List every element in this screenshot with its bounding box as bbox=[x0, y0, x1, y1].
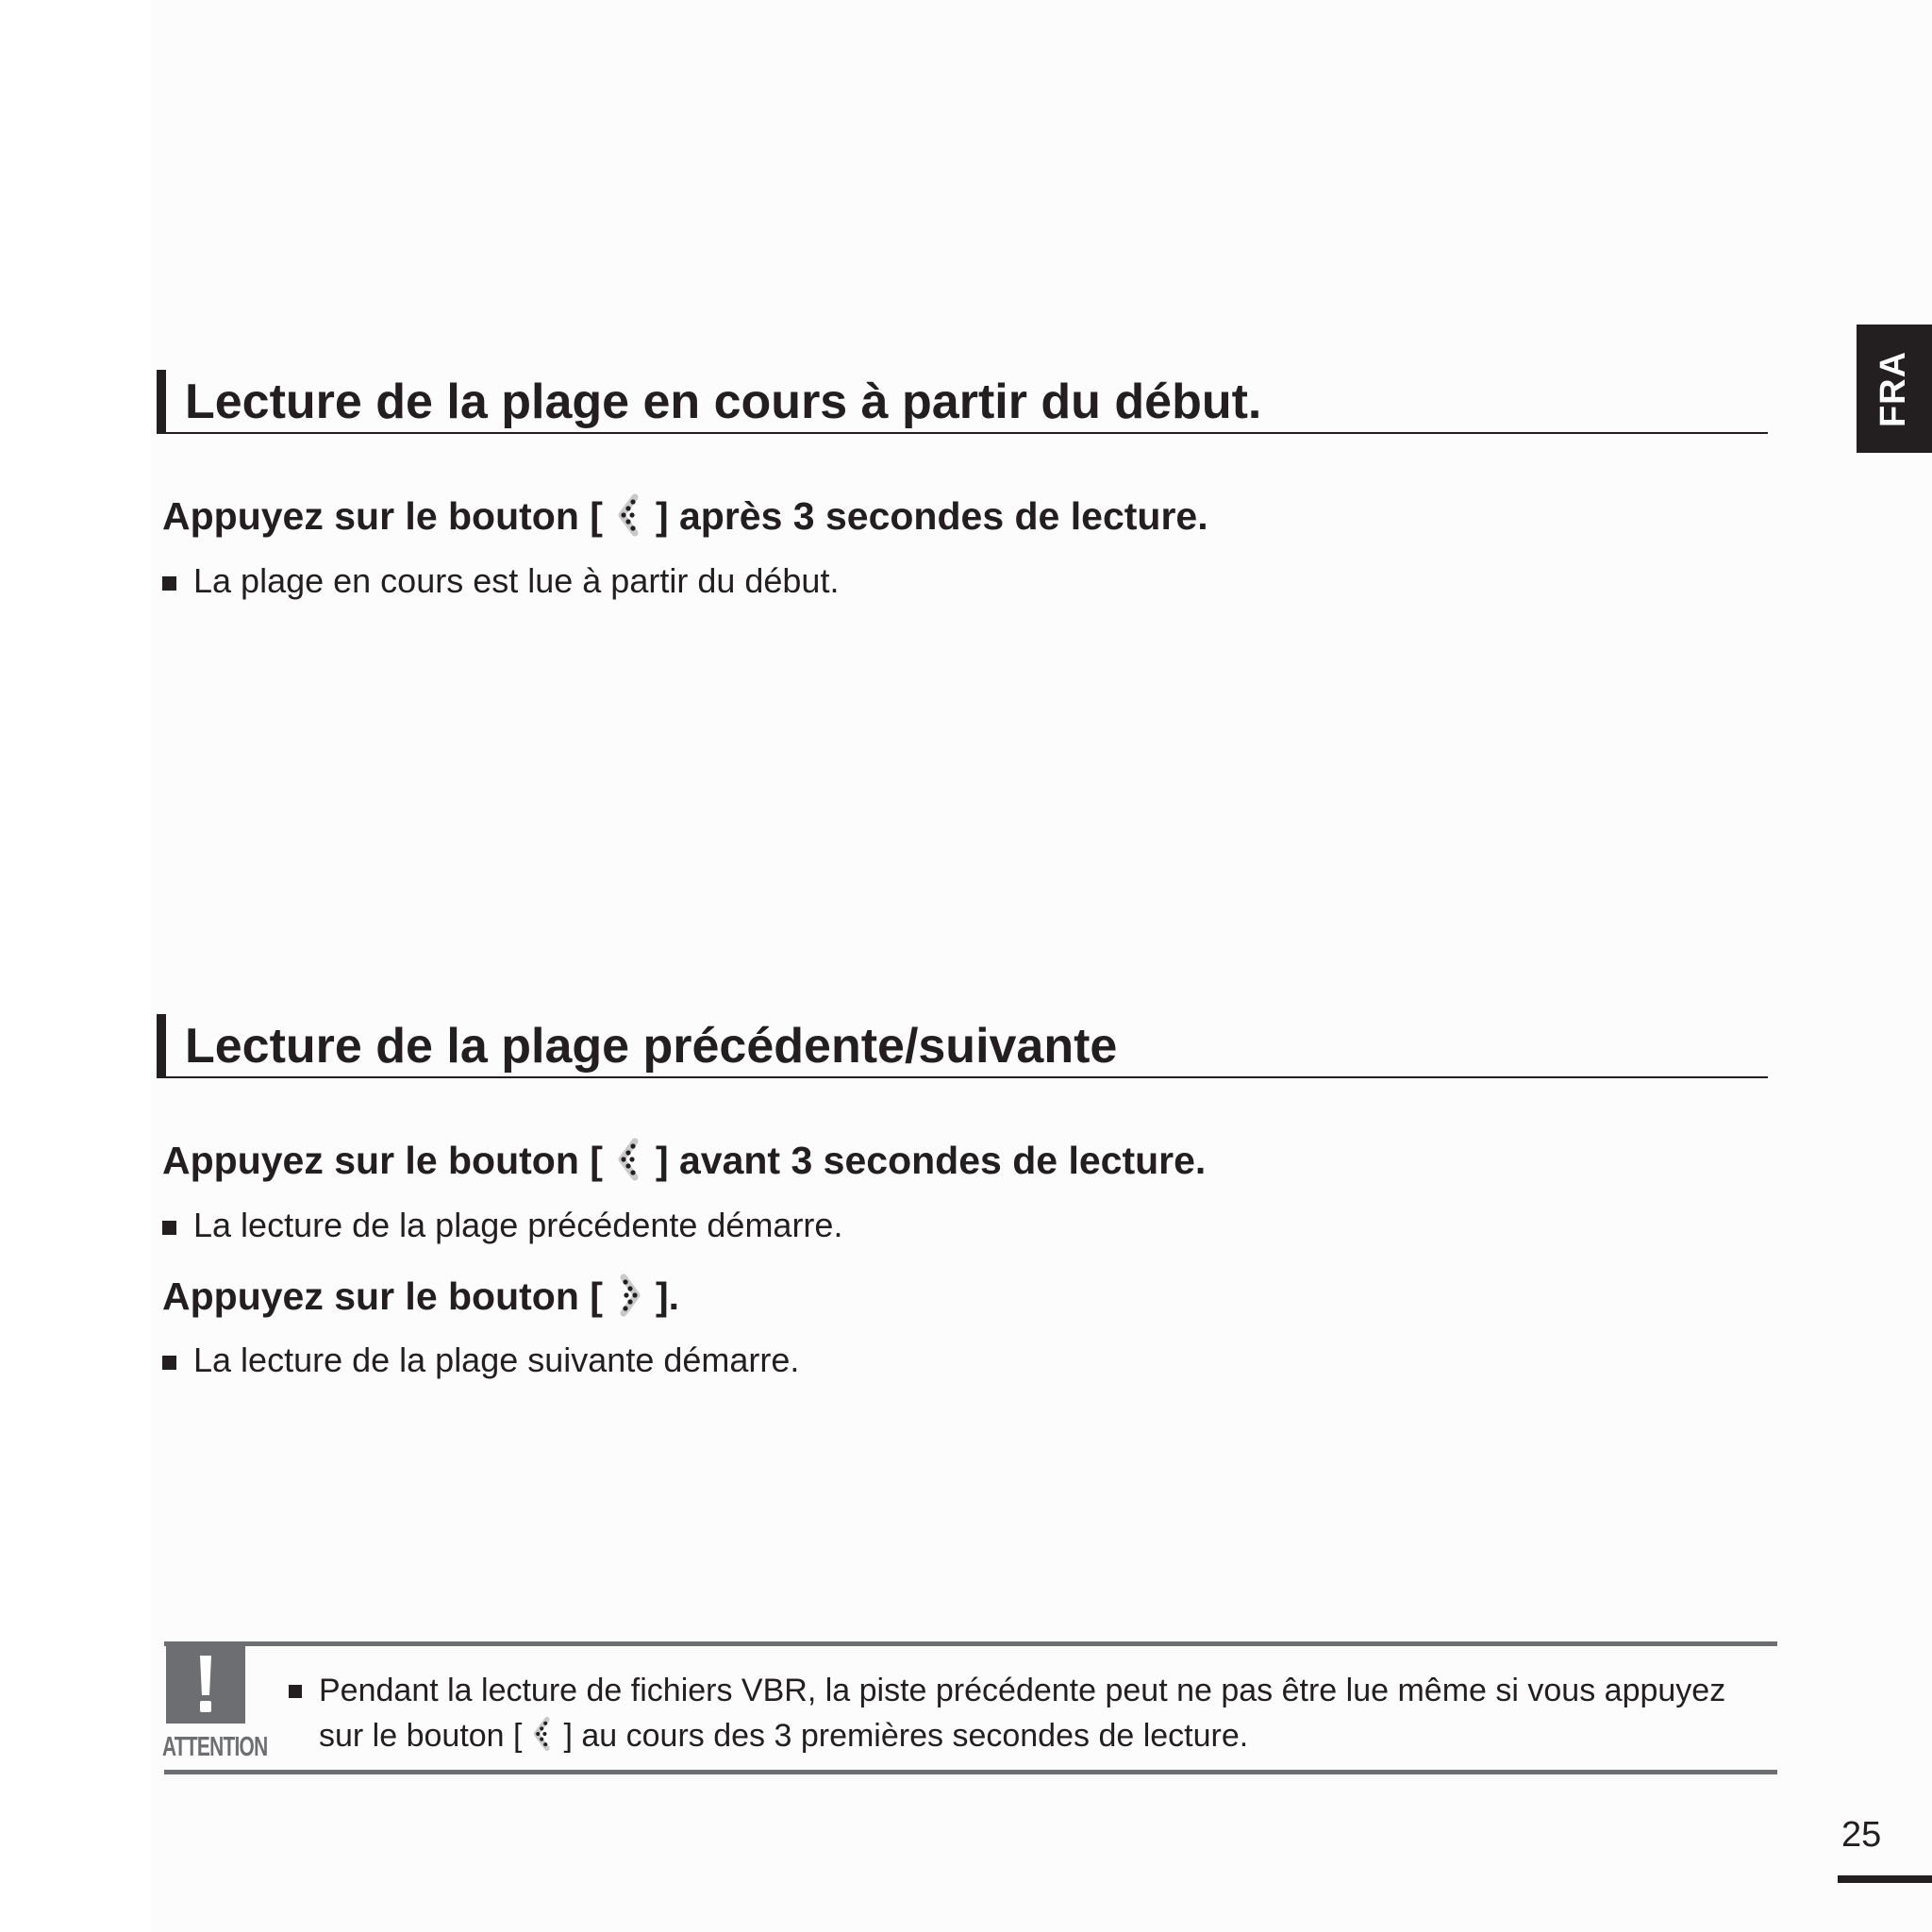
attention-rule-top bbox=[164, 1641, 1777, 1646]
section-heading-1 bbox=[157, 370, 1768, 434]
heading-marker bbox=[157, 1014, 166, 1078]
previous-button-icon bbox=[610, 1138, 648, 1181]
language-tab bbox=[1857, 325, 1932, 453]
instruction-text-start: Appuyez sur le bouton [ bbox=[162, 494, 603, 538]
exclamation-mark-icon bbox=[166, 1646, 245, 1724]
heading-marker bbox=[157, 370, 166, 434]
bullet-1 bbox=[162, 561, 840, 600]
attention-text bbox=[289, 1668, 1760, 1758]
previous-button-icon bbox=[610, 493, 648, 537]
section-title-1: Lecture de la plage en cours à partir du début. bbox=[185, 375, 1262, 429]
bullet-3 bbox=[162, 1343, 799, 1377]
instruction-text-end: ]. bbox=[655, 1274, 679, 1318]
attention-line-2 bbox=[289, 1713, 1760, 1758]
attention-line-2-end: ] au cours des 3 premières secondes de lecture. bbox=[563, 1718, 1249, 1754]
previous-button-icon bbox=[527, 1716, 558, 1752]
instruction-3 bbox=[162, 1274, 679, 1317]
bullet-2 bbox=[162, 1208, 842, 1242]
instruction-text-start: Appuyez sur le bouton [ bbox=[162, 1139, 603, 1182]
page-number: 25 bbox=[1841, 1815, 1882, 1855]
section-heading-2 bbox=[157, 1014, 1768, 1078]
instruction-text-end: ] après 3 secondes de lecture. bbox=[655, 494, 1208, 538]
attention-label: ATTENTION bbox=[162, 1732, 268, 1762]
attention-line-1 bbox=[289, 1668, 1760, 1713]
bullet-text: La lecture de la plage précédente démarre. bbox=[193, 1206, 843, 1244]
instruction-2 bbox=[162, 1138, 1206, 1181]
instruction-1 bbox=[162, 493, 1208, 537]
bullet-square bbox=[289, 1685, 302, 1698]
bullet-text: La lecture de la plage suivante démarre. bbox=[193, 1341, 800, 1379]
exclamation-icon bbox=[166, 1646, 245, 1724]
bullet-square bbox=[162, 576, 176, 591]
next-button-icon bbox=[610, 1274, 648, 1317]
attention-line-2-start: sur le bouton [ bbox=[319, 1718, 523, 1754]
attention-line-1-text: Pendant la lecture de fichiers VBR, la piste précédente peut ne pas être lue même si vous appuyez bbox=[319, 1673, 1726, 1708]
instruction-text-end: ] avant 3 secondes de lecture. bbox=[655, 1139, 1207, 1182]
attention-note bbox=[164, 1641, 1777, 1774]
language-tab-label: FRA bbox=[1874, 350, 1914, 427]
bullet-square bbox=[162, 1356, 176, 1370]
page-number-rule bbox=[1838, 1875, 1932, 1883]
section-title-2: Lecture de la plage précédente/suivante bbox=[185, 1019, 1118, 1074]
attention-rule-bottom bbox=[164, 1770, 1777, 1774]
bullet-text: La plage en cours est lue à partir du début. bbox=[193, 561, 840, 600]
instruction-text-start: Appuyez sur le bouton [ bbox=[162, 1274, 603, 1318]
bullet-square bbox=[162, 1221, 176, 1235]
